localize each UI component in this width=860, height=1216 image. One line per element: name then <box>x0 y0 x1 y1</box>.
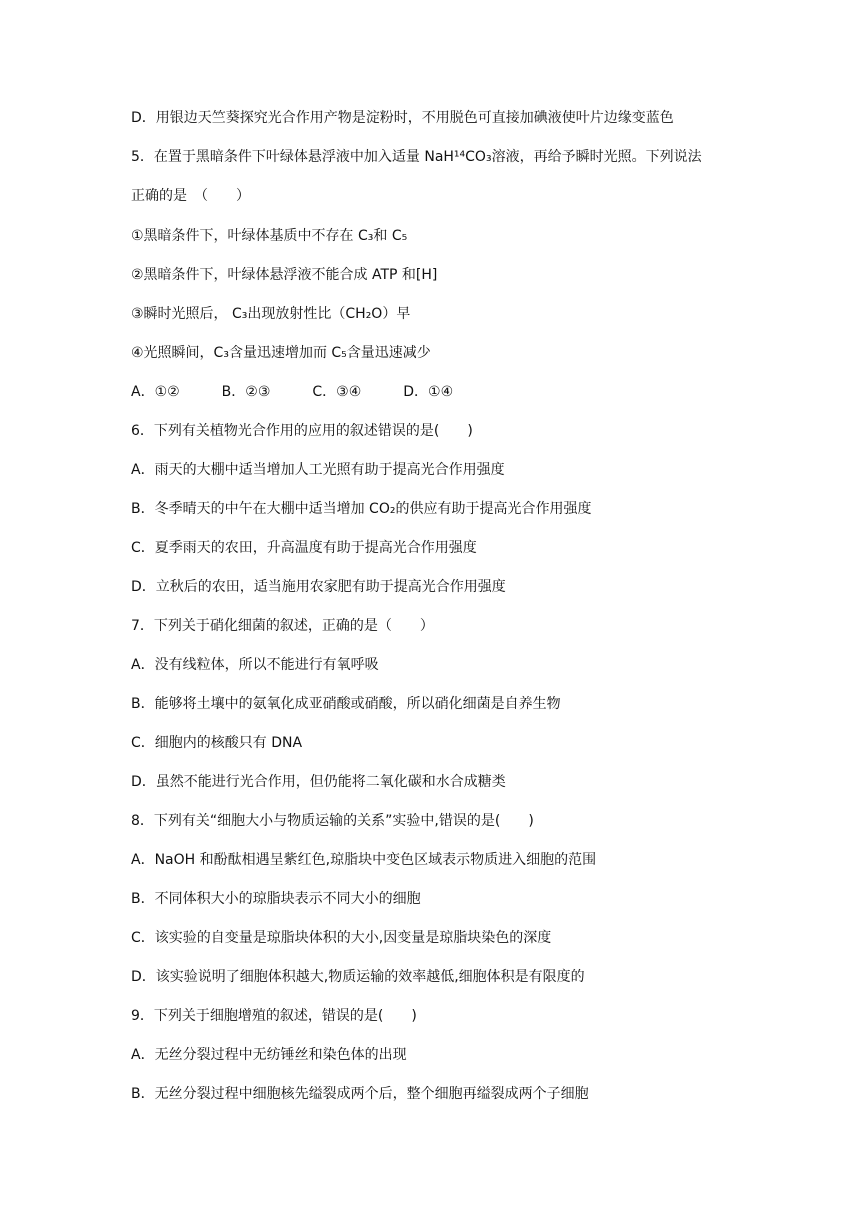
q7-option-c: C．细胞内的核酸只有 DNA <box>131 735 303 751</box>
q5-stem-line1: 5．在置于黑暗条件下叶绿体悬浮液中加入适量 NaH¹⁴CO₃溶液，再给予瞬时光照。下列说法 <box>131 149 702 165</box>
q8-option-b: B．不同体积大小的琼脂块表示不同大小的细胞 <box>131 891 421 907</box>
q4-option-d: D．用银边天竺葵探究光合作用产物是淀粉时，不用脱色可直接加碘液使叶片边缘变蓝色 <box>131 110 674 126</box>
q7-stem: 7．下列关于硝化细菌的叙述，正确的是（ ） <box>131 618 434 634</box>
q5-statement-3: ③瞬时光照后， C₃出现放射性比（CH₂O）早 <box>131 306 411 322</box>
q8-option-c: C．该实验的自变量是琼脂块体积的大小,因变量是琼脂块染色的深度 <box>131 930 552 946</box>
q7-option-d: D．虽然不能进行光合作用，但仍能将二氧化碳和水合成糖类 <box>131 774 506 790</box>
q9-option-b: B．无丝分裂过程中细胞核先缢裂成两个后，整个细胞再缢裂成两个子细胞 <box>131 1086 589 1102</box>
q7-option-a: A．没有线粒体，所以不能进行有氧呼吸 <box>131 657 379 673</box>
q6-option-b: B．冬季晴天的中午在大棚中适当增加 CO₂的供应有助于提高光合作用强度 <box>131 501 592 517</box>
q8-stem: 8．下列有关“细胞大小与物质运输的关系”实验中,错误的是( ) <box>131 813 534 829</box>
q9-option-a: A．无丝分裂过程中无纺锤丝和染色体的出现 <box>131 1047 407 1063</box>
q6-option-d: D．立秋后的农田，适当施用农家肥有助于提高光合作用强度 <box>131 579 506 595</box>
q5-statement-2: ②黑暗条件下，叶绿体悬浮液不能合成 ATP 和[H] <box>131 267 438 283</box>
q7-option-b: B．能够将土壤中的氨氧化成亚硝酸或硝酸，所以硝化细菌是自养生物 <box>131 696 561 712</box>
q5-statement-4: ④光照瞬间，C₃含量迅速增加而 C₅含量迅速减少 <box>131 345 431 361</box>
q8-option-a: A．NaOH 和酚酞相遇呈紫红色,琼脂块中变色区域表示物质进入细胞的范围 <box>131 852 597 868</box>
q5-statement-1: ①黑暗条件下，叶绿体基质中不存在 C₃和 C₅ <box>131 228 408 244</box>
q9-stem: 9．下列关于细胞增殖的叙述，错误的是( ) <box>131 1008 417 1024</box>
q5-options: A．①② B．②③ C．③④ D．①④ <box>131 384 454 400</box>
q5-stem-line2: 正确的是 （ ） <box>131 188 250 204</box>
q8-option-d: D．该实验说明了细胞体积越大,物质运输的效率越低,细胞体积是有限度的 <box>131 969 585 985</box>
q6-option-a: A．雨天的大棚中适当增加人工光照有助于提高光合作用强度 <box>131 462 505 478</box>
q6-option-c: C．夏季雨天的农田，升高温度有助于提高光合作用强度 <box>131 540 477 556</box>
q6-stem: 6．下列有关植物光合作用的应用的叙述错误的是( ) <box>131 423 473 439</box>
